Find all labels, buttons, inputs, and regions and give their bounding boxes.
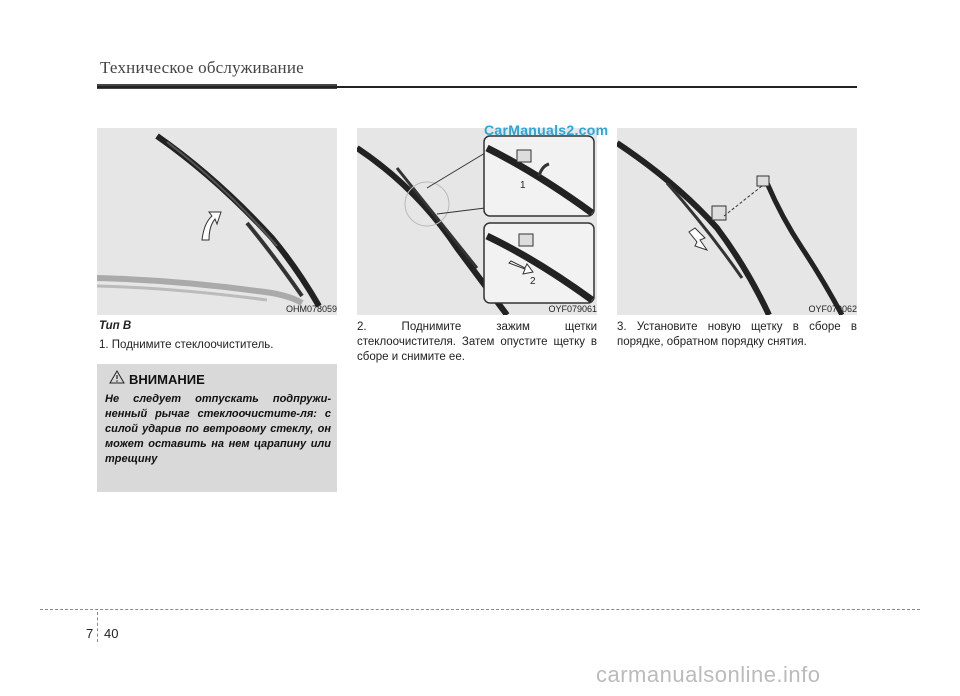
figure-code-3: OYF079062: [808, 304, 857, 314]
step-1-text: 1. Поднимите стеклоочиститель.: [99, 339, 274, 351]
wiper-install-illustration: [617, 128, 857, 315]
warning-triangle-icon: [109, 370, 125, 384]
callout-1: 1: [520, 180, 526, 191]
watermark-carmanualsonline: carmanualsonline.info: [596, 662, 821, 687]
type-label: Тип B: [99, 320, 132, 332]
page-number: 40: [104, 626, 119, 641]
callout-2: 2: [530, 276, 536, 287]
watermark-carmanuals: CarManuals2.com: [484, 122, 609, 138]
warning-text: Не следует отпускать подпружи-ненный рычаг стеклоочистите-ля: с силой ударив по ветровому стеклу, он может оставить на нем царапину или трещину: [105, 393, 331, 465]
step-3-text: 3. Установите новую щетку в сборе в порядке, обратном порядку снятия.: [617, 321, 857, 348]
warning-box: [97, 364, 337, 492]
header-divider: [97, 86, 857, 88]
wiper-clip-illustration: [357, 128, 597, 315]
figure-wiper-clip-release: [357, 128, 597, 315]
step-2-text: 2. Поднимите зажим щетки стеклоочистителя. Затем опустите щетку в сборе и снимите ее.: [357, 321, 597, 363]
figure-code-1: OHM078059: [285, 304, 337, 314]
warning-title: ВНИМАНИЕ: [129, 372, 205, 387]
figure-wiper-raise: [97, 128, 337, 315]
page-header-title: Техническое обслуживание: [100, 58, 304, 77]
footer-divider: [40, 609, 920, 610]
footer-page-separator: [97, 612, 98, 642]
figure-code-2: OYF079061: [548, 304, 597, 314]
figure-wiper-install: [617, 128, 857, 315]
chapter-number: 7: [86, 626, 94, 641]
wiper-raise-illustration: [97, 128, 337, 315]
